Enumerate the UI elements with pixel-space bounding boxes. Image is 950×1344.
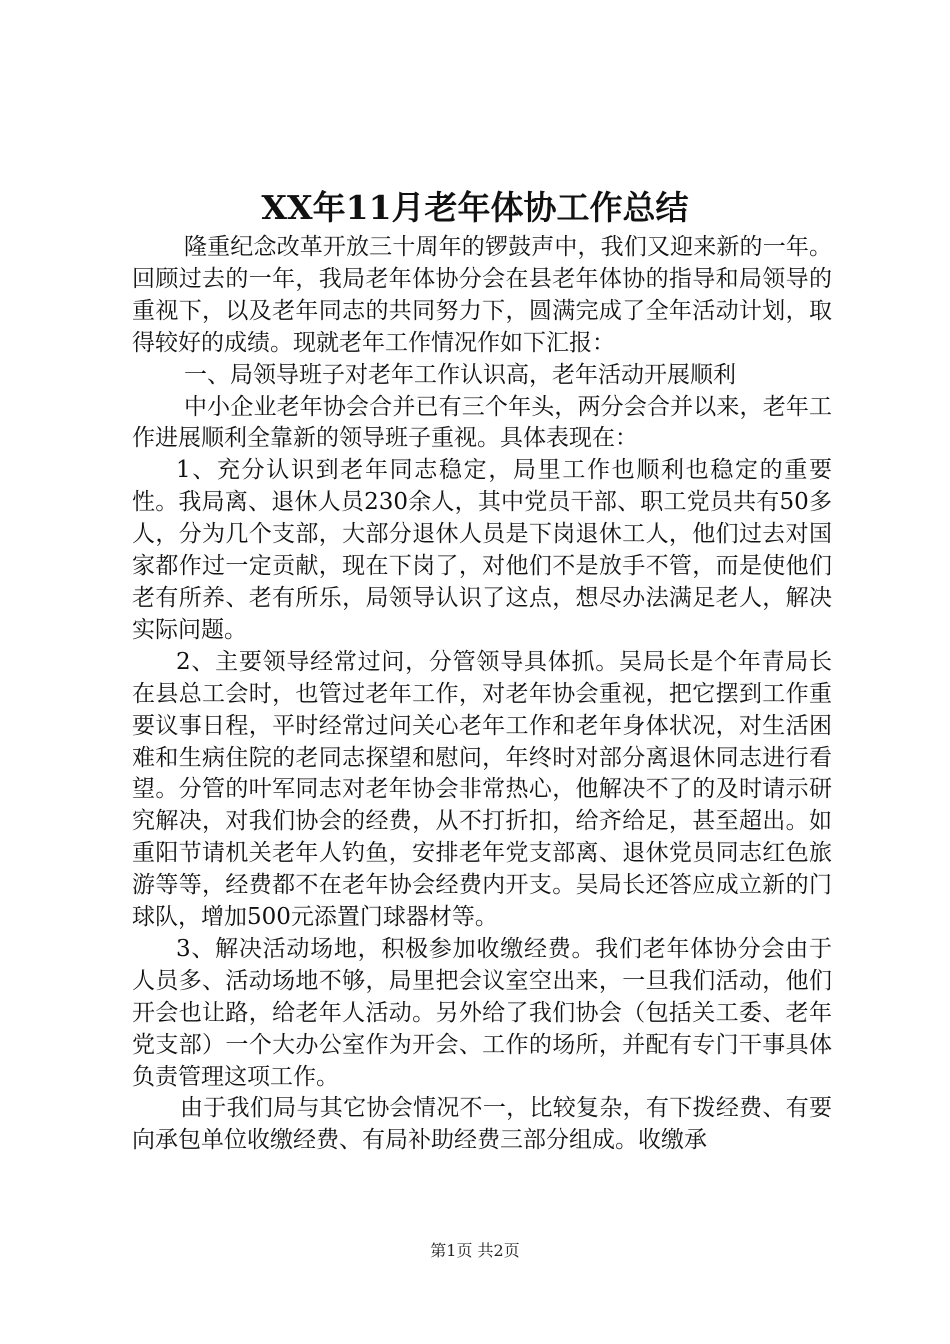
- page-footer: 第1页 共2页: [430, 1241, 520, 1260]
- paragraph-item-3: 3、解决活动场地，积极参加收缴经费。我们老年体协分会由于人员多、活动场地不够，局里把会议室空出来，一旦我们活动，他们开会也让路，给老年人活动。另外给了我们协会（包括关工委、老年党支部）一个大办公室作为开会、工作的场所，并配有专门干事具体负责管理这项工作。: [132, 935, 832, 1090]
- paragraph-section1-intro: 中小企业老年协会合并已有三个年头，两分会合并以来，老年工作进展顺利全靠新的领导班子重视。具体表现在：: [132, 393, 832, 452]
- paragraph-item-1: 1、充分认识到老年同志稳定，局里工作也顺利也稳定的重要性。我局离、退休人员230余人，其中党员干部、职工党员共有50多人，分为几个支部，大部分退休人员是下岗退休工人，他们过去对国家都作过一定贡献，现在下岗了，对他们不是放手不管，而是使他们老有所养、老有所乐，局领导认识了这点，想尽办法满足老人，解决实际问题。: [132, 457, 832, 643]
- paragraph-item-2: 2、主要领导经常过问，分管领导具体抓。吴局长是个年青局长在县总工会时，也管过老年工作，对老年协会重视，把它摆到工作重要议事日程，平时经常过问关心老年工作和老年身体状况，对生活困难和生病住院的老同志探望和慰问，年终时对部分离退休同志进行看望。分管的叶军同志对老年协会非常热心，他解决不了的及时请示研究解决，对我们协会的经费，从不打折扣，给齐给足，甚至超出。如重阳节请机关老年人钓鱼，安排老年党支部离、退休党员同志红色旅游等等，经费都不在老年协会经费内开支。吴局长还答应成立新的门球队，增加500元添置门球器材等。: [132, 648, 832, 931]
- document-body: [132, 232, 832, 1157]
- section-heading-1: 一、局领导班子对老年工作认识高，老年活动开展顺利: [184, 361, 736, 388]
- document-title: XX年11月老年体协工作总结: [261, 188, 689, 227]
- paragraph-funding: 由于我们局与其它协会情况不一，比较复杂，有下拨经费、有要向承包单位收缴经费、有局补助经费三部分组成。收缴承: [132, 1095, 832, 1154]
- paragraph-intro: 隆重纪念改革开放三十周年的锣鼓声中，我们又迎来新的一年。回顾过去的一年，我局老年体协分会在县老年体协的指导和局领导的重视下，以及老年同志的共同努力下，圆满完成了全年活动计划，取得较好的成绩。现就老年工作情况作如下汇报：: [132, 234, 832, 356]
